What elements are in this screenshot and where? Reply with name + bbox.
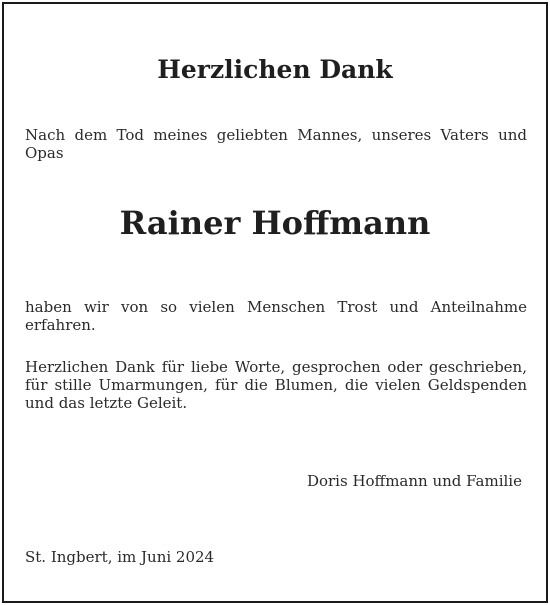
place-date: St. Ingbert, im Juni 2024	[25, 548, 215, 566]
notice-card	[2, 2, 548, 603]
signature: Doris Hoffmann und Familie	[306, 472, 522, 490]
thanks-paragraph-1: haben wir von so vielen Menschen Trost und Anteilnahme erfahren.	[25, 298, 527, 334]
intro-text: Nach dem Tod meines geliebten Mannes, unseres Vaters und Opas	[25, 126, 527, 162]
deceased-name: Rainer Hoffmann	[119, 204, 431, 242]
thanks-paragraph-2: Herzlichen Dank für liebe Worte, gesprochen oder geschrieben, für stille Umarmungen, für die Blumen, die vielen Geldspenden und das letzte Geleit.	[25, 358, 527, 412]
notice-heading: Herzlichen Dank	[157, 55, 393, 84]
